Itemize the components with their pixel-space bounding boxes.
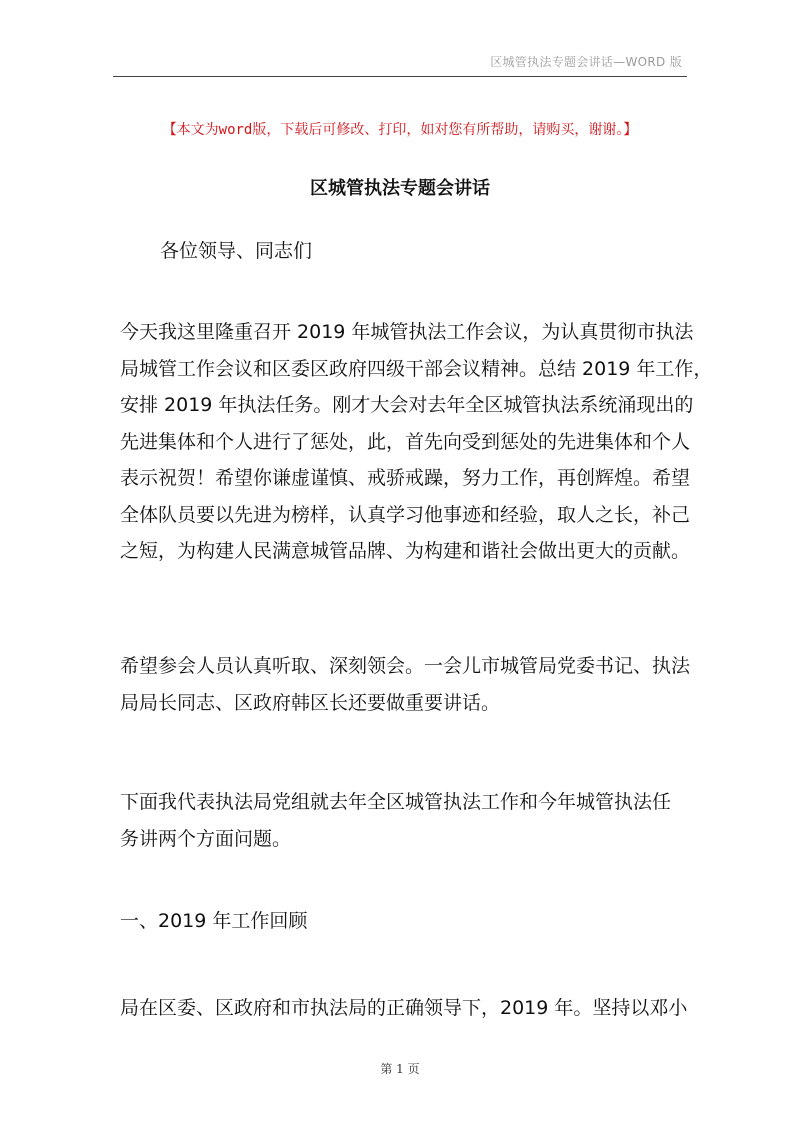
- download-notice: 【本文为word版，下载后可修改、打印，如对您有所帮助，请购买，谢谢。】: [162, 122, 638, 138]
- text-line: 安排 2019 年执法任务。刚才大会对去年全区城管执法系统涌现出的: [120, 394, 694, 416]
- text-line: 之短，为构建人民满意城管品牌、为构建和谐社会做出更大的贡献。: [120, 540, 691, 562]
- header-divider: [113, 76, 687, 77]
- paragraph-hope: [120, 648, 691, 721]
- paragraph-review: [120, 990, 688, 1027]
- page-number: 第 1 页: [380, 1062, 420, 1076]
- paragraph-outline: [120, 784, 682, 857]
- section-heading: [120, 903, 682, 940]
- text-line: 今天我这里隆重召开 2019 年城管执法工作会议，为认真贯彻市执法: [120, 321, 694, 343]
- text-line: 一、2019 年工作回顾: [120, 910, 308, 932]
- text-line: 希望参会人员认真听取、深刻领会。一会儿市城管局党委书记、执法: [120, 655, 691, 677]
- text-line: 局在区委、区政府和市执法局的正确领导下，2019 年。坚持以邓小: [120, 997, 688, 1019]
- text-line: 务讲两个方面问题。: [120, 827, 292, 850]
- text-line: 先进集体和个人进行了惩处，此，首先向受到惩处的先进集体和个人: [120, 430, 691, 453]
- running-header: 区城管执法专题会讲话—WORD 版: [490, 55, 682, 69]
- text-line: 表示祝贺！希望你谦虚谨慎、戒骄戒躁，努力工作，再创辉煌。希望: [120, 467, 691, 489]
- text-line: 局局长同志、区政府韩区长还要做重要讲话。: [120, 691, 501, 714]
- salutation: 各位领导、同志们: [160, 240, 313, 262]
- text-line: 下面我代表执法局党组就去年全区城管执法工作和今年城管执法任: [120, 791, 672, 813]
- document-title: 区城管执法专题会讲话: [310, 178, 490, 199]
- text-line: 全体队员要以先进为榜样，认真学习他事迹和经验，取人之长，补己: [120, 503, 691, 526]
- text-line: 局城管工作会议和区委区政府四级干部会议精神。总结 2019 年工作，: [120, 357, 713, 380]
- paragraph-opening: [120, 314, 713, 570]
